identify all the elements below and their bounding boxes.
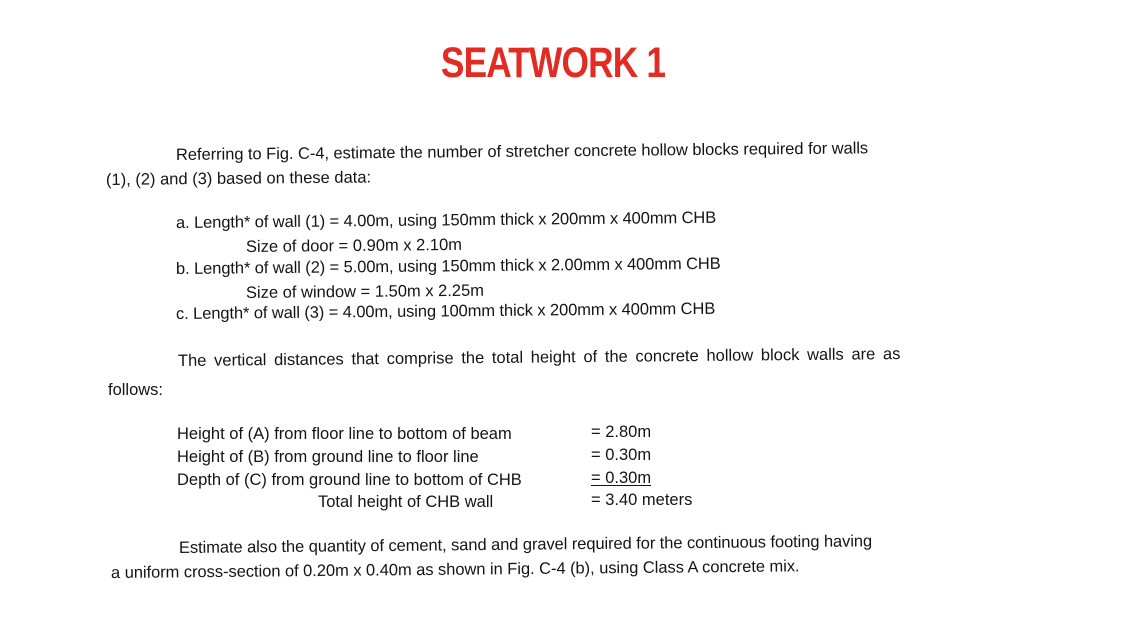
data-item-c: c. Length* of wall (3) = 4.00m, using 100mm thick x 200mm x 400mm CHB [175,299,716,323]
data-item-b: b. Length* of wall (2) = 5.00m, using 150mm thick x 2.00mm x 400mm CHB [175,254,721,278]
intro-line-2: (1), (2) and (3) based on these data: [105,168,372,189]
height-a-label: Height of (A) from floor line to bottom of beam [177,425,512,443]
estimate-line-1: Estimate also the quantity of cement, sand and gravel required for the continuous footing having [178,532,873,557]
height-a-value: = 2.80m [591,423,652,441]
depth-c-value [591,468,651,488]
data-item-a-door: Size of door = 0.90m x 2.10m [245,235,463,256]
intro-line-1: Referring to Fig. C-4, estimate the number of stretcher concrete hollow blocks required for walls [175,139,869,164]
vertical-line-2: follows: [108,381,164,399]
height-b-value: = 0.30m [591,446,652,464]
depth-c-label: Depth of (C) from ground line to bottom of CHB [177,471,522,489]
page-title: SEATWORK 1 [440,39,666,87]
height-b-label: Height of (B) from ground line to floor line [177,448,479,466]
vertical-line-1: The vertical distances that comprise the total height of the concrete hollow block walls are as [177,345,901,370]
total-height-label: Total height of CHB wall [318,493,494,511]
depth-c-value-text: = 0.30m [591,469,652,487]
data-item-b-window: Size of window = 1.50m x 2.25m [245,281,485,302]
data-item-a: a. Length* of wall (1) = 4.00m, using 150mm thick x 200mm x 400mm CHB [175,208,717,232]
total-height-value: = 3.40 meters [591,491,693,509]
estimate-line-2: a uniform cross-section of 0.20m x 0.40m as shown in Fig. C-4 (b), using Class A concrete mix. [110,557,800,582]
